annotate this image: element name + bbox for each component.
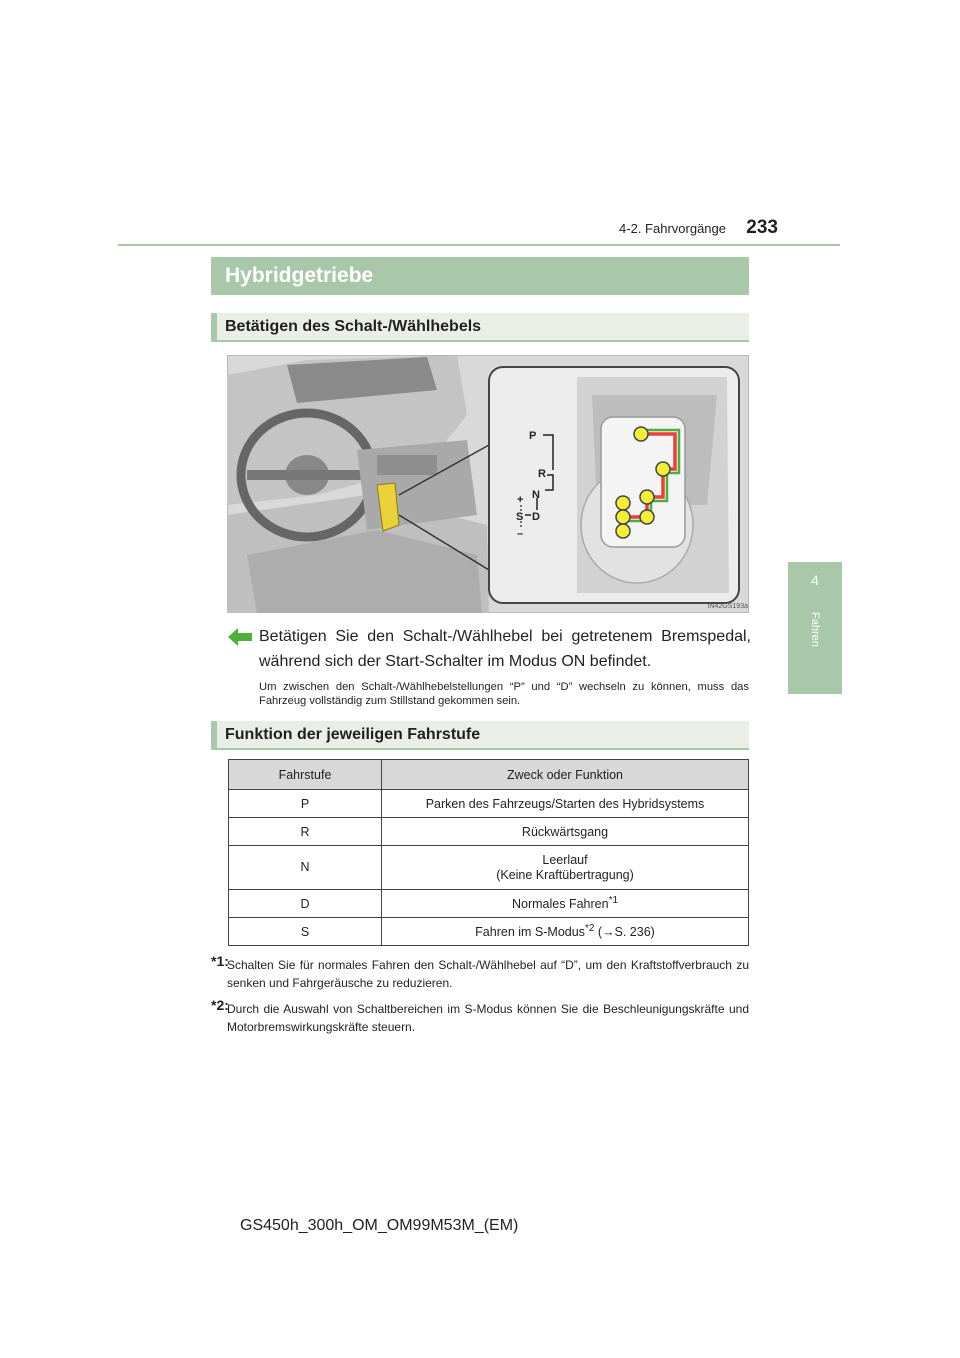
subsection-title-operation: Betätigen des Schalt-/Wählhebels <box>211 313 749 342</box>
gate-label-r: R <box>538 468 546 480</box>
table-header-function: Zweck oder Funktion <box>382 760 749 790</box>
footnote-1 <box>211 953 749 992</box>
subsection-title-functions: Funktion der jeweiligen Fahrstufe <box>211 721 749 750</box>
section-title: Hybridgetriebe <box>211 257 749 295</box>
gate-label-s: S <box>516 511 524 523</box>
table-cell-function <box>382 890 749 918</box>
table-cell-function: Parken des Fahrzeugs/Starten des Hybridsystems <box>382 790 749 818</box>
gate-label-plus: + <box>517 494 524 506</box>
gate-label-d: D <box>532 511 540 523</box>
table-header-stage: Fahrstufe <box>229 760 382 790</box>
footnote-mark: *2: <box>211 997 229 1013</box>
header-divider <box>118 244 840 246</box>
table-cell-stage: P <box>229 790 382 818</box>
table-cell-stage: S <box>229 918 382 946</box>
function-text: Fahren im S-Modus <box>475 925 585 940</box>
function-text: Normales Fahren <box>511 897 609 912</box>
table-row <box>229 818 749 846</box>
gate-label-minus: – <box>517 528 524 540</box>
table-cell-function <box>382 918 749 946</box>
document-code: GS450h_300h_OM_OM99M53M_(EM) <box>240 1217 519 1234</box>
page-reference-link[interactable]: (→S. 236) <box>594 925 655 940</box>
footnote-mark: *1: <box>211 953 229 969</box>
instruction-text: Betätigen Sie den Schalt-/Wählhebel bei getretenem Bremspedal, während sich der Start-Schalter im Modus ON befindet. <box>259 628 751 670</box>
gate-label-n: N <box>532 489 540 501</box>
chapter-header: 4-2. Fahrvorgänge <box>619 221 726 236</box>
table-header-row <box>229 760 749 790</box>
table-cell-stage: N <box>229 846 382 890</box>
table-row <box>229 846 749 890</box>
footnote-text: Schalten Sie für normales Fahren den Schalt-/Wählhebel auf “D”, um den Kraftstoffverbrauch zu senken und Fahrgeräusche zu reduzieren. <box>227 958 749 990</box>
green-arrow-left-icon <box>227 626 253 648</box>
side-tab-number: 4 <box>811 572 819 588</box>
table-cell-stage: D <box>229 890 382 918</box>
side-tab-label: Fahren <box>809 612 821 647</box>
footnote-ref: *1 <box>608 895 619 907</box>
table-cell-function <box>382 846 749 890</box>
instruction-note: Um zwischen den Schalt-/Wählhebelstellungen “P” und “D” wechseln zu können, muss das Fahrzeug vollständig zum Stillstand gekommen sein. <box>259 681 749 707</box>
shift-lever-illustration <box>227 355 749 613</box>
function-line-1: Leerlauf <box>542 852 588 867</box>
footnote-text: Durch die Auswahl von Schaltbereichen im S-Modus können Sie die Beschleunigungskräfte und Motorbremswirkungskräfte steuern. <box>227 1002 749 1034</box>
function-table <box>228 759 749 946</box>
footnote-ref: *2 <box>584 923 595 935</box>
table-row <box>229 918 749 946</box>
illustration-code: IN42GS193a <box>707 603 748 610</box>
function-line-2: (Keine Kraftübertragung) <box>496 867 634 882</box>
table-row <box>229 790 749 818</box>
gate-label-p: P <box>529 430 537 442</box>
table-cell-function: Rückwärtsgang <box>382 818 749 846</box>
footnote-2 <box>211 997 749 1036</box>
table-cell-stage: R <box>229 818 382 846</box>
page-number: 233 <box>746 217 778 238</box>
table-row <box>229 890 749 918</box>
